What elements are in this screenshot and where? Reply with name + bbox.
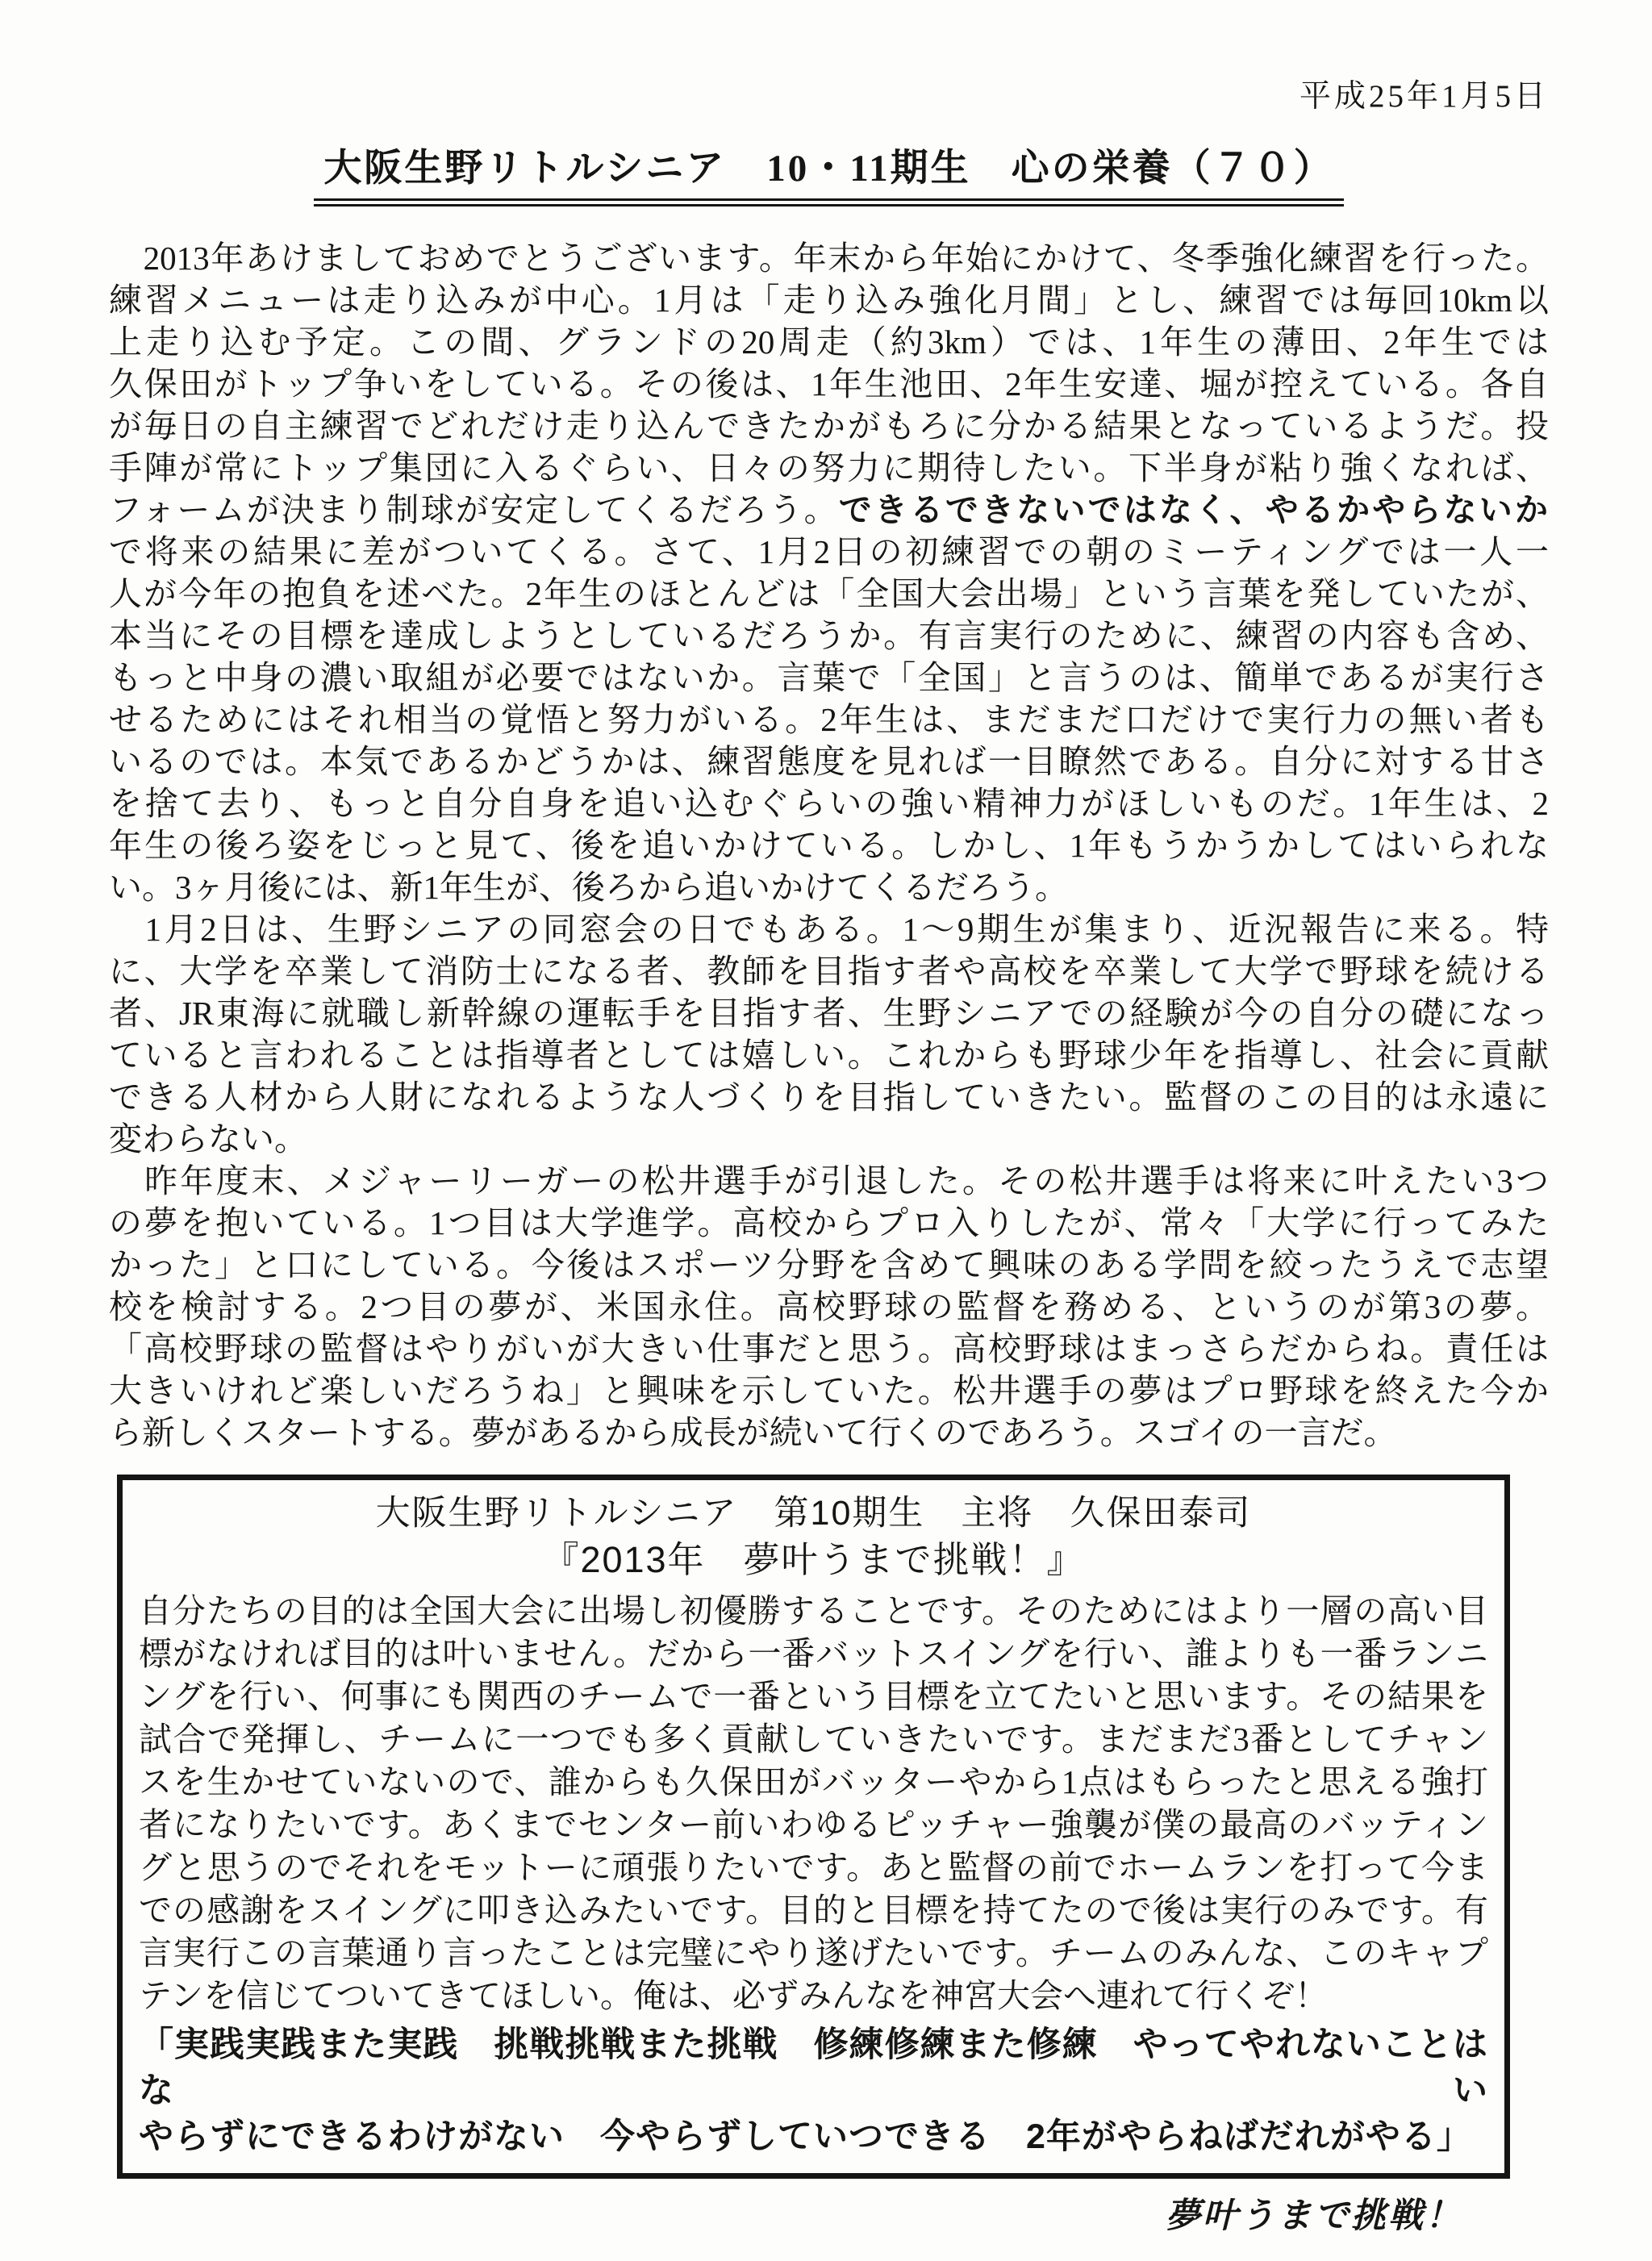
text-line bbox=[139, 1846, 1488, 1889]
text-line bbox=[109, 1160, 1549, 1202]
text-line bbox=[139, 2022, 1488, 2114]
text-segment: 校を検討する。2つ目の夢が、米国永住。高校野球の監督を務める、というのが第3の夢。 bbox=[109, 1288, 1549, 1325]
box-message-body bbox=[139, 1590, 1488, 2017]
text-segment: 久保田がトップ争いをしている。その後は、1年生池田、2年生安達、堀が控えている。各自 bbox=[109, 365, 1549, 403]
box-slogan-lines bbox=[139, 2022, 1488, 2160]
text-line bbox=[109, 1328, 1549, 1370]
text-segment: が毎日の自主練習でどれだけ走り込んできたかがもろに分かる結果となっているようだ。投 bbox=[109, 407, 1549, 444]
text-segment: 人が今年の抱負を述べた。2年生のほとんどは「全国大会出場」という言葉を発していたが、 bbox=[109, 575, 1549, 612]
text-segment: 標がなければ目的は叶いません。だから一番バットスイングを行い、誰よりも一番ランニ bbox=[139, 1635, 1488, 1672]
text-segment: 変わらない。 bbox=[109, 1120, 307, 1158]
text-segment: いるのでは。本気であるかどうかは、練習態度を見れば一目瞭然である。自分に対する甘さ bbox=[109, 743, 1549, 780]
text-line bbox=[109, 782, 1549, 824]
text-segment: の夢を抱いている。1つ目は大学進学。高校からプロ入りしたが、常々「大学に行ってみた bbox=[109, 1204, 1549, 1241]
text-line bbox=[109, 405, 1549, 447]
text-segment: い。3ヶ月後には、新1年生が、後ろから追いかけてくるだろう。 bbox=[109, 869, 1068, 906]
text-line bbox=[139, 2114, 1488, 2160]
box-header-author: 大阪生野リトルシニア 第10期生 主将 久保田泰司 bbox=[375, 1494, 1252, 1533]
text-segment: ら新しくスタートする。夢があるから成長が続いて行くのであろう。スゴイの一言だ。 bbox=[109, 1414, 1397, 1451]
text-line bbox=[109, 950, 1549, 992]
text-line bbox=[109, 573, 1549, 615]
document-date: 平成25年1月5日 bbox=[1299, 79, 1549, 114]
text-line bbox=[109, 657, 1549, 699]
text-segment: 自分たちの目的は全国大会に出場し初優勝することです。そのためにはより一層の高い目 bbox=[139, 1592, 1488, 1629]
text-segment: に、大学を卒業して消防士になる者、教師を目指す者や高校を卒業して大学で野球を続ける bbox=[109, 953, 1549, 990]
text-segment: 大きいけれど楽しいだろうね」と興味を示していた。松井選手の夢はプロ野球を終えた今か bbox=[109, 1372, 1549, 1409]
document-title: 大阪生野リトルシニア 10・11期生 心の栄養（７０） bbox=[314, 138, 1343, 206]
text-segment: 者になりたいです。あくまでセンター前いわゆるピッチャー強襲が僕の最高のバッティン bbox=[139, 1806, 1488, 1843]
text-line bbox=[109, 531, 1549, 573]
text-line bbox=[109, 1118, 1549, 1160]
paragraph-2 bbox=[109, 908, 1549, 1160]
text-line bbox=[109, 699, 1549, 740]
text-line bbox=[139, 1889, 1488, 1932]
text-line bbox=[139, 1975, 1488, 2017]
text-segment: 年生の後ろ姿をじっと見て、後を追いかけている。しかし、1年もうかうかしてはいられな bbox=[109, 827, 1549, 864]
text-line bbox=[109, 447, 1549, 489]
text-line bbox=[109, 1412, 1549, 1454]
text-line bbox=[139, 1675, 1488, 1718]
footer-slogan: 夢叶うまで挑戦！ bbox=[1166, 2197, 1462, 2235]
title-row bbox=[109, 138, 1549, 206]
text-segment: できる人材から人財になれるような人づくりを目指していきたい。監督のこの目的は永遠に bbox=[109, 1078, 1549, 1116]
text-segment: 本当にその目標を達成しようとしているだろうか。有言実行のために、練習の内容も含め、 bbox=[109, 617, 1549, 654]
text-segment: 言実行この言葉通り言ったことは完璧にやり遂げたいです。チームのみんな、このキャプ bbox=[139, 1934, 1488, 1971]
document-body bbox=[109, 237, 1549, 1454]
paragraph-3 bbox=[109, 1160, 1549, 1454]
text-segment: もっと中身の濃い取組が必要ではないか。言葉で「全国」と言うのは、簡単であるが実行さ bbox=[109, 659, 1549, 696]
text-segment: 練習メニューは走り込みが中心。1月は「走り込み強化月間」とし、練習では毎回10km以 bbox=[109, 282, 1549, 319]
text-line bbox=[109, 363, 1549, 405]
text-segment: 試合で発揮し、チームに一つでも多く貢献していきたいです。まだまだ3番としてチャン bbox=[139, 1721, 1488, 1758]
text-segment: スを生かせていないので、誰からも久保田がバッターやから1点はもらったと思える強打 bbox=[139, 1763, 1488, 1800]
box-header-title: 『2013年 夢叶うまで挑戦！』 bbox=[542, 1539, 1085, 1580]
text-line bbox=[109, 1202, 1549, 1244]
text-segment: 「高校野球の監督はやりがいが大きい仕事だと思う。高校野球はまっさらだからね。責任は bbox=[109, 1330, 1549, 1367]
text-line bbox=[139, 1932, 1488, 1975]
text-line bbox=[109, 237, 1549, 279]
text-segment: フォームが決まり制球が安定してくるだろう。 bbox=[109, 491, 839, 528]
text-line bbox=[109, 1034, 1549, 1076]
text-line bbox=[109, 866, 1549, 908]
text-segment: 1月2日は、生野シニアの同窓会の日でもある。1～9期生が集まり、近況報告に来る。特 bbox=[109, 911, 1549, 948]
text-line bbox=[109, 321, 1549, 363]
text-segment: 2013年あけましておめでとうございます。年末から年始にかけて、冬季強化練習を行った。 bbox=[109, 240, 1549, 277]
text-segment: を捨て去り、もっと自分自身を追い込むぐらいの強い精神力がほしいものだ。1年生は、2 bbox=[109, 785, 1549, 822]
text-segment: せるためにはそれ相当の覚悟と努力がいる。2年生は、まだまだ口だけで実行力の無い者も bbox=[109, 701, 1549, 738]
text-line bbox=[139, 1761, 1488, 1804]
text-line bbox=[109, 992, 1549, 1034]
text-line bbox=[109, 908, 1549, 950]
text-line bbox=[109, 824, 1549, 866]
text-segment: ングを行い、何事にも関西のチームで一番という目標を立てたいと思います。その結果を bbox=[139, 1678, 1488, 1715]
text-segment: 上走り込む予定。この間、グランドの20周走（約3km）では、1年生の薄田、2年生では bbox=[109, 323, 1549, 361]
text-segment: ていると言われることは指導者としては嬉しい。これからも野球少年を指導し、社会に貢献 bbox=[109, 1037, 1549, 1074]
text-segment: テンを信じてついてきてほしい。俺は、必ずみんなを神宮大会へ連れて行くぞ！ bbox=[139, 1977, 1328, 2014]
text-line bbox=[139, 1590, 1488, 1633]
text-line bbox=[139, 1633, 1488, 1675]
text-segment: 昨年度末、メジャーリーガーの松井選手が引退した。その松井選手は将来に叶えたい3つ bbox=[109, 1162, 1549, 1199]
text-line bbox=[109, 740, 1549, 782]
text-line bbox=[109, 1244, 1549, 1286]
text-line bbox=[109, 1370, 1549, 1412]
text-line bbox=[139, 1804, 1488, 1846]
paragraph-1 bbox=[109, 237, 1549, 908]
text-line bbox=[139, 1718, 1488, 1761]
bold-emphasis-text: できるできないではなく、やるかやらないか bbox=[838, 491, 1549, 528]
text-segment: 者、JR東海に就職し新幹線の運転手を目指す者、生野シニアでの経験が今の自分の礎になっ bbox=[109, 995, 1549, 1032]
text-segment: で将来の結果に差がついてくる。さて、1月2日の初練習での朝のミーティングでは一人一 bbox=[109, 533, 1549, 570]
text-segment: かった」と口にしている。今後はスポーツ分野を含めて興味のある学問を絞ったうえで志望 bbox=[109, 1246, 1549, 1283]
text-line bbox=[109, 1286, 1549, 1328]
text-line bbox=[109, 615, 1549, 657]
text-line bbox=[109, 489, 1549, 531]
text-segment: 手陣が常にトップ集団に入るぐらい、日々の努力に期待したい。下半身が粘り強くなれば、 bbox=[109, 449, 1549, 486]
text-line bbox=[109, 1076, 1549, 1118]
text-segment: での感謝をスイングに叩き込みたいです。目的と目標を持てたので後は実行のみです。有 bbox=[139, 1892, 1488, 1929]
text-line bbox=[109, 279, 1549, 321]
captain-message-box bbox=[117, 1475, 1510, 2179]
text-segment: 「実践実践また実践 挑戦挑戦また挑戦 修練修練また修練 やってやれないことはない bbox=[139, 2025, 1488, 2110]
text-segment: グと思うのでそれをモットーに頑張りたいです。あと監督の前でホームランを打って今ま bbox=[139, 1849, 1488, 1886]
text-segment: やらずにできるわけがない 今やらずしていつできる 2年がやらねばだれがやる」 bbox=[139, 2117, 1472, 2156]
